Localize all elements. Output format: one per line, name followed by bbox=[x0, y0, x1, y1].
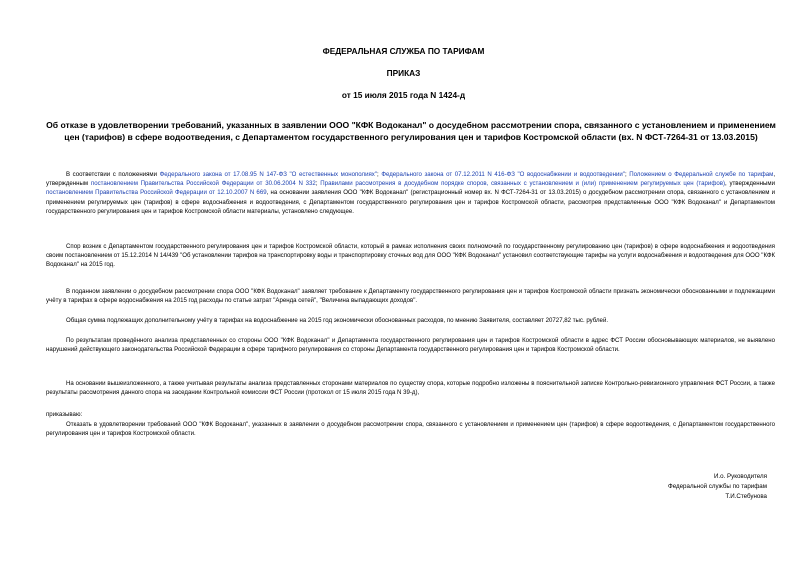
paragraph-text: , утвержденными bbox=[725, 180, 775, 188]
paragraph-claim: В поданном заявлении о досудебном рассмотрении спора ООО "КФК Водоканал" заявляет требование к Департаменту государственного регулирования цен и тарифов Костромской области признать экономически обоснованными и подлежащими учёту в тарифах в сфере водоснабжения на 2015 год расходы по статье затрат "Аренда сетей", "Величина выпадающих доходов". bbox=[46, 288, 775, 305]
link-fst-regulation[interactable]: Положением о Федеральной службе по тарифам bbox=[629, 171, 774, 178]
agency-name: ФЕДЕРАЛЬНАЯ СЛУЖБА ПО ТАРИФАМ bbox=[322, 46, 485, 56]
link-law-147[interactable]: Федерального закона от 17.08.95 N 147-ФЗ "О естественных монополиях" bbox=[159, 171, 378, 178]
paragraph-text: В соответствии с положениями bbox=[66, 171, 160, 178]
signature-position: И.о. Руководителя bbox=[713, 473, 767, 480]
paragraph-dispute: Спор возник с Департаментом государственного регулирования цен и тарифов Костромской области, который в рамках исполнения своих полномочий по государственному регулированию цен (тарифов) в сфере водоснабжения и водоотведения своим постановлением от 15.12.2014 N 14/439 "Об установлении тарифов на транспортировку воды и транспортировку сточных вод для ООО "КФК Водоканал" установил соответствующие тарифы на услуги водоснабжения и водоотведения для ООО "КФК Водоканал" на 2015 год. bbox=[46, 243, 775, 269]
signature-name: Т.И.Стебунова bbox=[725, 493, 767, 500]
doc-type: ПРИКАЗ bbox=[386, 68, 421, 78]
paragraph-text: , утвержденным bbox=[46, 171, 776, 188]
paragraph-text: ; bbox=[315, 180, 321, 188]
doc-date: от 15 июля 2015 года N 1424-д bbox=[341, 90, 466, 100]
paragraph-text: ; bbox=[624, 171, 630, 178]
paragraph-text: ; bbox=[377, 171, 382, 178]
paragraph-legal-basis bbox=[46, 170, 775, 216]
paragraph-analysis: По результатам проведённого анализа представленных со стороны ООО "КФК Водоканал" и Департамента государственного регулирования цен и тарифов Костромской области в адрес ФСТ России обосновывающих материалов, не выявлено нарушений действующего законодательства Российской Федерации в сфере тарифного регулирования со стороны Департамента государственного регулирования цен и тарифов Костромской области. bbox=[46, 337, 775, 354]
link-decree-332[interactable]: постановлением Правительства Российской Федерации от 30.06.2004 N 332 bbox=[90, 180, 316, 188]
paragraph-grounds: На основании вышеизложенного, а также учитывая результаты анализа представленных сторонами материалов по существу спора, которые подробно изложены в пояснительной записке Контрольно-ревизионного управления ФСТ России, а также результаты рассмотрения данного спора на заседании Контрольной комиссии ФСТ России (протокол от 15 июля 2015 года N 39-д), bbox=[46, 380, 775, 397]
link-decree-669[interactable]: постановлением Правительства Российской Федерации от 12.10.2007 N 669 bbox=[46, 189, 267, 197]
link-law-416[interactable]: Федерального закона от 07.12.2011 N 416-ФЗ "О водоснабжении и водоотведении" bbox=[381, 171, 625, 178]
signature-agency: Федеральной службы по тарифам bbox=[668, 483, 767, 490]
document-title: Об отказе в удовлетворении требований, указанных в заявлении ООО "КФК Водоканал" о досудебном рассмотрении спора, связанного с установлением и применением цен (тарифов) в сфере водоотведения, с Департаментом государственного регулирования цен и тарифов Костромской области (вх. N ФСТ-7264-31 от 13.03.2015) bbox=[46, 120, 776, 142]
paragraph-order-word: приказываю: bbox=[46, 411, 83, 418]
paragraph-amount: Общая сумма подлежащих дополнительному учёту в тарифах на водоснабжение на 2015 год экономически обоснованных расходов, по мнению Заявителя, составляет 20727,82 тыс. рублей. bbox=[66, 317, 609, 324]
link-dispute-rules[interactable]: Правилами рассмотрения в досудебном порядке споров, связанных с установлением и (или) применением регулируемых цен (тарифов) bbox=[320, 180, 725, 188]
paragraph-decision: Отказать в удовлетворении требований ООО "КФК Водоканал", указанных в заявлении о досудебном рассмотрении спора, связанного с установлением и применением цен (тарифов) в сфере водоотведения, с Департаментом государственного регулирования цен и тарифов Костромской области. bbox=[46, 421, 775, 438]
paragraph-text: , на основании заявления ООО "КФК Водоканал" (регистрационный номер вх. N ФСТ-7264-31 от 13.03.2015) о досудебном рассмотрении спора, связанного с установлением и применением регулируемых цен (тарифов) в сфере водоснабжения и водоотведения, с Департаментом государственного регулирования цен и тарифов Костромской области, рассмотрев представленные ООО "КФК Водоканал" и Департаментом государственного регулирования цен и тарифов Костромской области материалы, установлено следующее. bbox=[46, 189, 775, 215]
